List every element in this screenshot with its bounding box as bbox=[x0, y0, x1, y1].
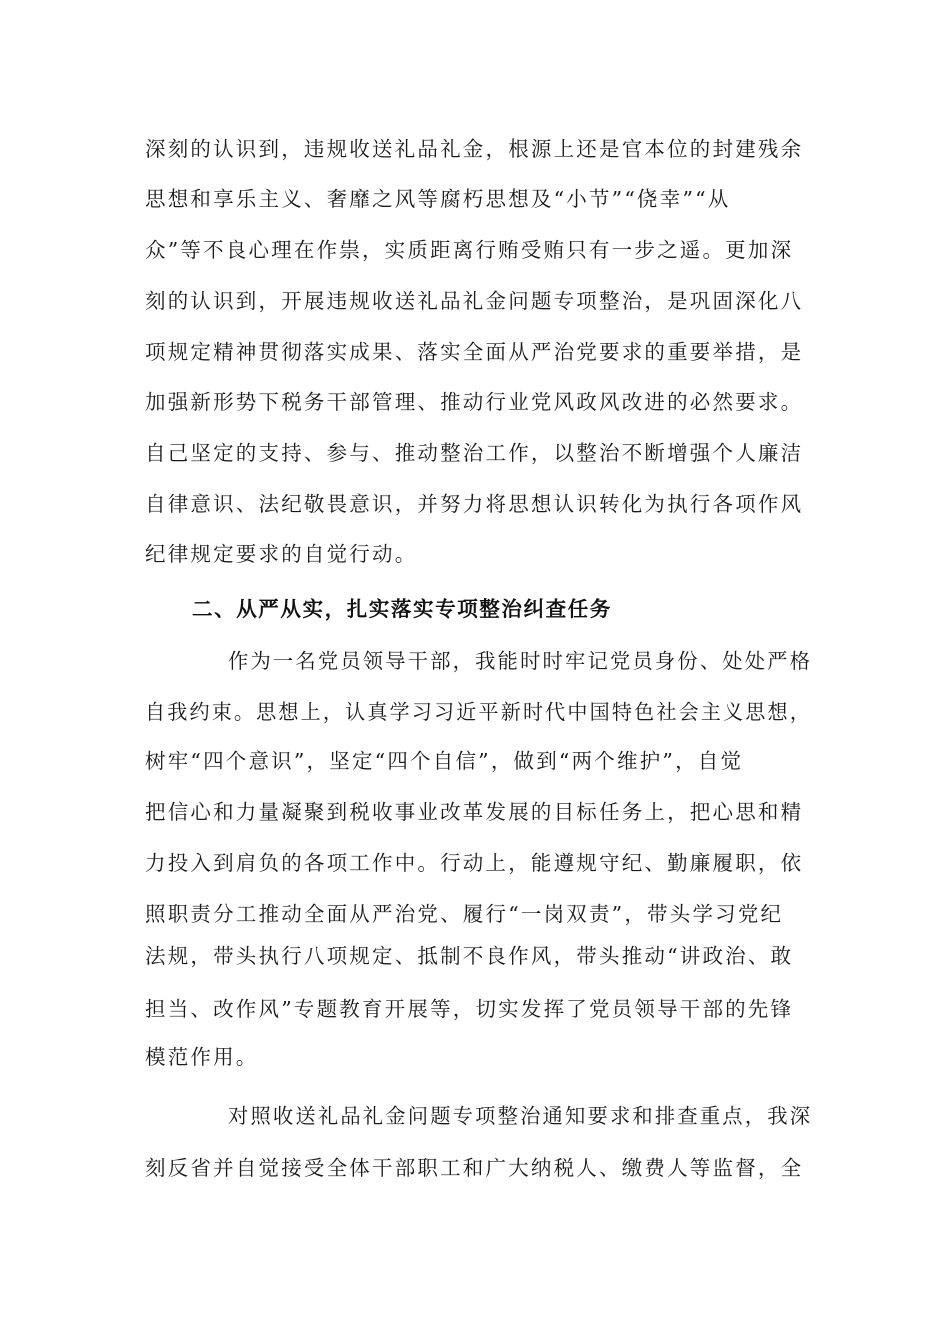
paragraph-2-line-6: 照职责分工推动全面从严治党、履行“一岗双责”，带头学习党纪 bbox=[145, 902, 784, 926]
paragraph-2-line-8: 担当、改作风”专题教育开展等，切实发挥了党员领导干部的先锋 bbox=[145, 997, 794, 1021]
paragraph-1-line-6: 加强新形势下税务干部管理、推动行业党风政风改进的必然要求。 bbox=[145, 390, 804, 414]
paragraph-3-line-1: 对照收送礼品礼金问题专项整治通知要求和排查重点，我深 bbox=[228, 1104, 813, 1128]
paragraph-1-line-7: 自己坚定的支持、参与、推动整治工作，以整治不断增强个人廉洁 bbox=[145, 441, 804, 465]
paragraph-1-line-2: 思想和享乐主义、奢靡之风等腐朽思想及“小节”“侥幸”“从 bbox=[145, 187, 731, 211]
paragraph-1-line-3: 众”等不良心理在作祟，实质距离行贿受贿只有一步之遥。更加深 bbox=[145, 238, 794, 262]
paragraph-1-line-9: 纪律规定要求的自觉行动。 bbox=[145, 542, 418, 566]
paragraph-3-line-2: 刻反省并自觉接受全体干部职工和广大纳税人、缴费人等监督，全 bbox=[145, 1156, 804, 1180]
paragraph-1-line-8: 自律意识、法纪敬畏意识，并努力将思想认识转化为执行各项作风 bbox=[145, 492, 804, 516]
paragraph-2-line-9: 模范作用。 bbox=[145, 1045, 259, 1069]
paragraph-1-line-5: 项规定精神贯彻落实成果、落实全面从严治党要求的重要举措，是 bbox=[145, 340, 804, 364]
paragraph-2-line-3: 树牢“四个意识”，坚定“四个自信”，做到“两个维护”，自觉 bbox=[145, 749, 744, 773]
paragraph-2-line-7: 法规，带头执行八项规定、抵制不良作风，带头推动“讲政治、敢 bbox=[145, 944, 794, 968]
paragraph-1-line-1: 深刻的认识到，违规收送礼品礼金，根源上还是官本位的封建残余 bbox=[145, 137, 804, 161]
paragraph-2-line-2: 自我约束。思想上，认真学习习近平新时代中国特色社会主义思想， bbox=[145, 700, 812, 724]
section-heading: 二、从严从实，扎实落实专项整治纠查任务 bbox=[192, 597, 612, 621]
paragraph-1-line-4: 刻的认识到，开展违规收送礼品礼金问题专项整治，是巩固深化八 bbox=[145, 289, 804, 313]
paragraph-2-line-1: 作为一名党员领导干部，我能时时牢记党员身份、处处严格 bbox=[228, 649, 813, 673]
paragraph-2-line-5: 力投入到肩负的各项工作中。行动上，能遵规守纪、勤廉履职，依 bbox=[145, 851, 804, 875]
paragraph-2-line-4: 把信心和力量凝聚到税收事业改革发展的目标任务上，把心思和精 bbox=[145, 800, 804, 824]
